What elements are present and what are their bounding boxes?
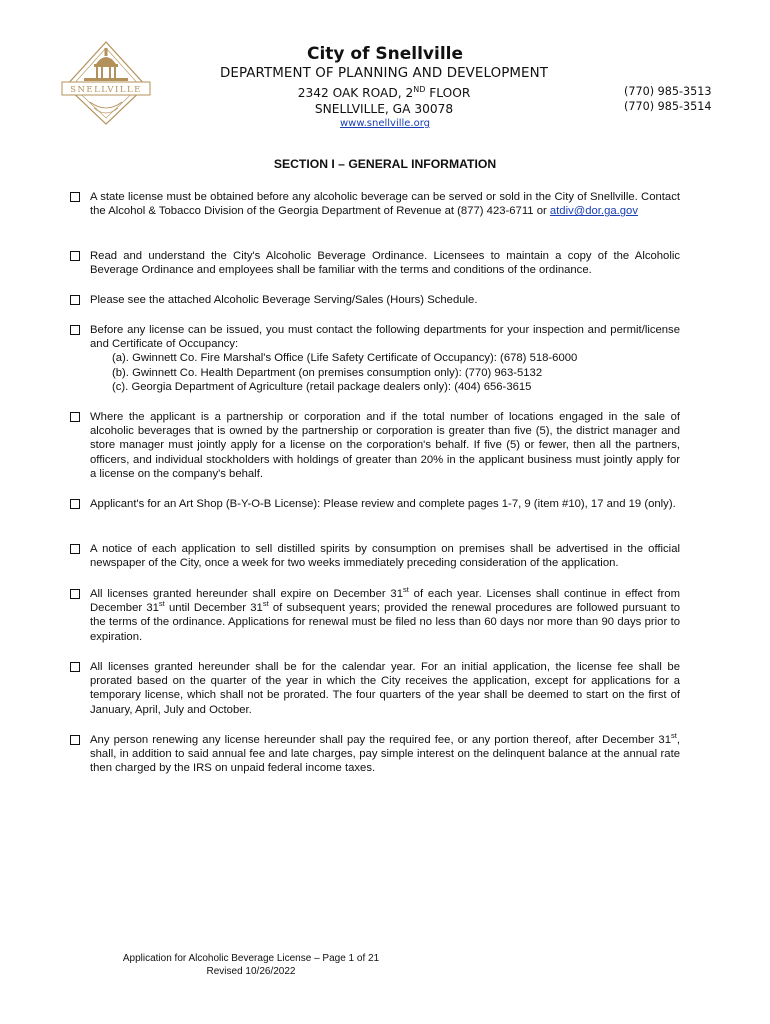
- checkbox[interactable]: [70, 662, 80, 672]
- website-link[interactable]: www.snellville.org: [339, 118, 431, 129]
- item-text: All licenses granted hereunder shall be for the calendar year. For an initial application, the license fee shall be prorated based on the quarter of the year in which the City receives the application, except for applications for a temporary license, which shall not be prorated. The four quarters of the year shall be deemed to start on the first of January, April, July and October.: [90, 661, 680, 716]
- checkbox[interactable]: [70, 295, 80, 305]
- phone-number-2: (770) 985-3514: [624, 100, 712, 113]
- checkbox[interactable]: [70, 544, 80, 554]
- item-text: Please see the attached Alcoholic Beverage Serving/Sales (Hours) Schedule.: [90, 294, 478, 306]
- item-text: Applicant's for an Art Shop (B-Y-O-B License): Please review and complete pages 1-7, 9 (item #10), 17 and 19 (only).: [90, 498, 676, 510]
- item-text: A notice of each application to sell distilled spirits by consumption on premises shall be advertised in the official newspaper of the City, once a week for two weeks immediately preceding consideration of the application.: [90, 543, 680, 570]
- checkbox[interactable]: [70, 412, 80, 422]
- department-name: DEPARTMENT OF PLANNING AND DEVELOPMENT: [219, 66, 548, 81]
- logo-text: SNELLVILLE: [70, 85, 142, 95]
- inspection-health-dept: (b). Gwinnett Co. Health Department (on premises consumption only): (770) 963-5132: [112, 366, 543, 379]
- inspection-fire-marshal: (a). Gwinnett Co. Fire Marshal's Office (Life Safety Certificate of Occupancy): (678) 518-6000: [112, 352, 578, 365]
- checkbox[interactable]: [70, 325, 80, 335]
- city-name: City of Snellville: [306, 44, 464, 64]
- checkbox[interactable]: [70, 251, 80, 261]
- item-text: Where the applicant is a partnership or corporation and if the total number of locations engaged in the sale of alcoholic beverages that is owned by the partnership or corporation is greater than five (5), the district manager and store manager must jointly apply for a license on the corporation's behalf. If five (5) or fewer, then all the partners, officers, and individual stockholders with holdings of greater than 20% in the applicant business must jointly apply for a license on the company's behalf.: [90, 411, 680, 480]
- item-text: Before any license can be issued, you must contact the following departments for your inspection and permit/license and Certificate of Occupancy:: [90, 324, 680, 351]
- inspection-agriculture: (c). Georgia Department of Agriculture (retail package dealers only): (404) 656-3615: [112, 380, 532, 393]
- footer-page-info: Application for Alcoholic Beverage License – Page 1 of 21: [122, 953, 380, 964]
- checkbox[interactable]: [70, 589, 80, 599]
- address-line-1: 2342 OAK ROAD, 2ND FLOOR: [297, 84, 471, 100]
- checkbox[interactable]: [70, 192, 80, 202]
- item-text: All licenses granted hereunder shall expire on December 31st of each year. Licenses shall continue in effect from December 31st until December 31st of subsequent years; provided the renewal procedures are followed pursuant to the terms of the ordinance. Applications for renewal must be filed no less than 60 days nor more than 90 days prior to expiration.: [90, 585, 680, 643]
- address-line-2: SNELLVILLE, GA 30078: [314, 102, 454, 116]
- footer-revision-date: Revised 10/26/2022: [206, 966, 296, 977]
- section-title: SECTION I – GENERAL INFORMATION: [273, 157, 497, 171]
- phone-number-1: (770) 985-3513: [624, 85, 712, 98]
- item-text: Read and understand the City's Alcoholic Beverage Ordinance. Licensees to maintain a copy of the Alcoholic Beverage Ordinance and employees shall be familiar with the terms and conditions of the ordinance.: [90, 250, 680, 277]
- checkbox[interactable]: [70, 735, 80, 745]
- item-text: Any person renewing any license hereunder shall pay the required fee, or any portion thereof, after December 31st, shall, in addition to said annual fee and late charges, pay simple interest on the delinquent balance at the annual rate then charged by the IRS on unpaid federal income taxes.: [90, 731, 680, 775]
- checkbox[interactable]: [70, 499, 80, 509]
- item-text: A state license must be obtained before any alcoholic beverage can be served or sold in the City of Snellville. Contact the Alcohol & Tobacco Division of the Georgia Department of Revenue at (877) 423-6711 or: [90, 191, 680, 218]
- email-link[interactable]: atdiv@dor.ga.gov: [549, 205, 638, 218]
